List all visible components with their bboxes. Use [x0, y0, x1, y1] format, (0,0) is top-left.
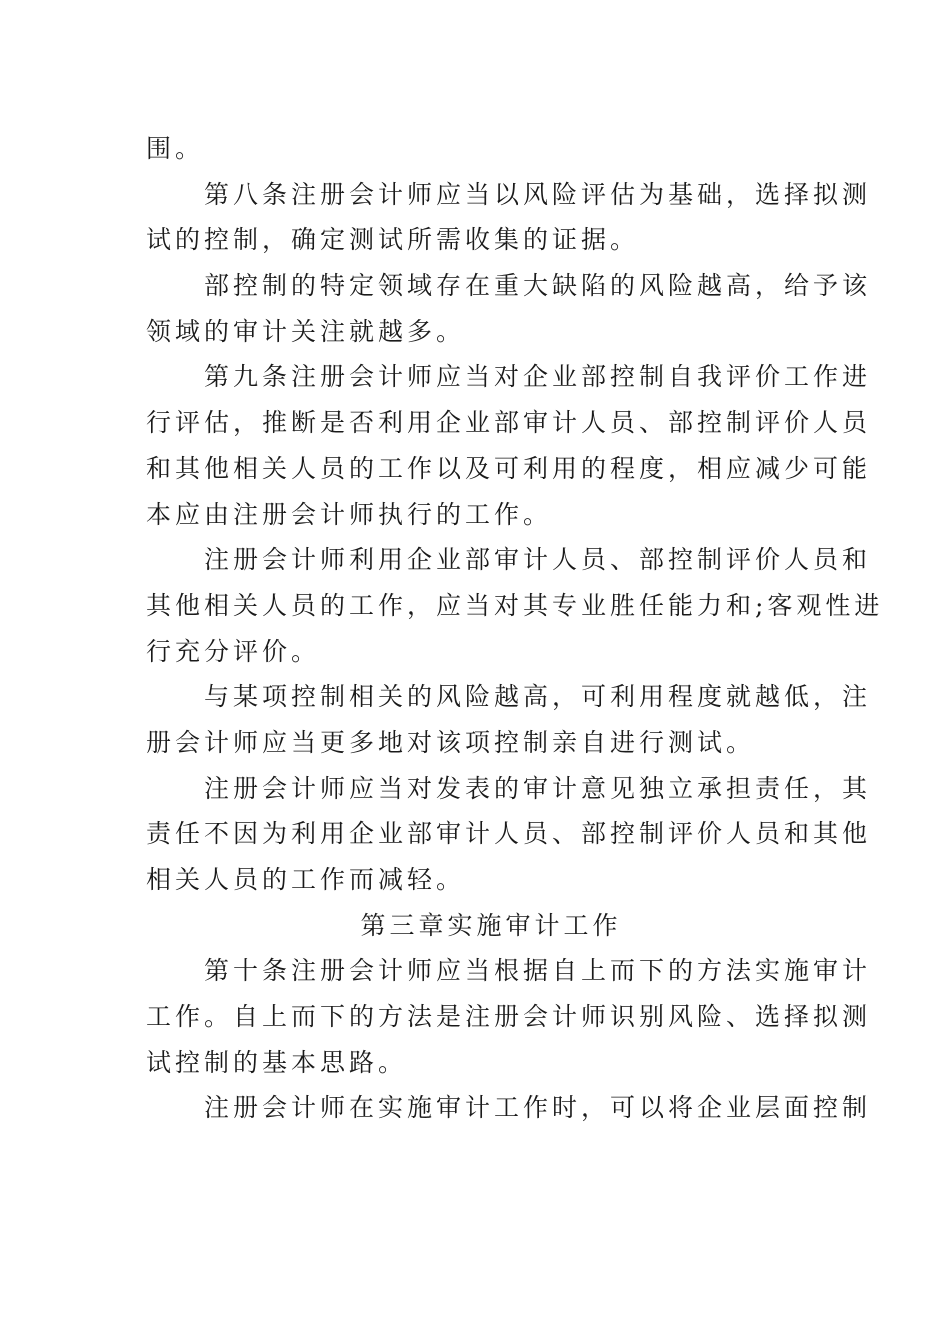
chapter-heading: 第三章实施审计工作 [360, 910, 622, 940]
text-line: 本应由注册会计师执行的工作。 [146, 499, 553, 529]
text-line: 试控制的基本思路。 [146, 1047, 408, 1077]
text-line: 册会计师应当更多地对该项控制亲自进行测试。 [146, 727, 756, 757]
text-line: 试的控制，确定测试所需收集的证据。 [146, 225, 640, 255]
text-line: 工作。自上而下的方法是注册会计师识别风险、选择拟测 [146, 1002, 872, 1032]
text-line: 围。 [146, 134, 205, 163]
text-line: 其他相关人员的工作，应当对其专业胜任能力和;客观性进 [146, 590, 884, 620]
text-line: 第十条注册会计师应当根据自上而下的方法实施审计 [204, 956, 872, 986]
text-line: 与某项控制相关的风险越高，可利用程度就越低，注 [204, 682, 872, 712]
text-line: 和其他相关人员的工作以及可利用的程度，相应减少可能 [146, 453, 872, 483]
text-line: 第九条注册会计师应当对企业部控制自我评价工作进 [204, 362, 872, 392]
text-line: 责任不因为利用企业部审计人员、部控制评价人员和其他 [146, 819, 872, 849]
text-line: 第八条注册会计师应当以风险评估为基础，选择拟测 [204, 179, 872, 209]
text-line: 部控制的特定领域存在重大缺陷的风险越高，给予该 [204, 271, 872, 301]
text-line: 注册会计师利用企业部审计人员、部控制评价人员和 [204, 545, 872, 575]
text-line: 注册会计师在实施审计工作时，可以将企业层面控制 [204, 1093, 872, 1123]
text-line: 相关人员的工作而减轻。 [146, 865, 466, 894]
text-line: 领域的审计关注就越多。 [146, 316, 466, 346]
text-line: 行充分评价。 [146, 636, 321, 666]
document-page [146, 126, 884, 1131]
text-line: 行评估，推断是否利用企业部审计人员、部控制评价人员 [146, 408, 872, 438]
text-line: 注册会计师应当对发表的审计意见独立承担责任，其 [204, 773, 872, 803]
